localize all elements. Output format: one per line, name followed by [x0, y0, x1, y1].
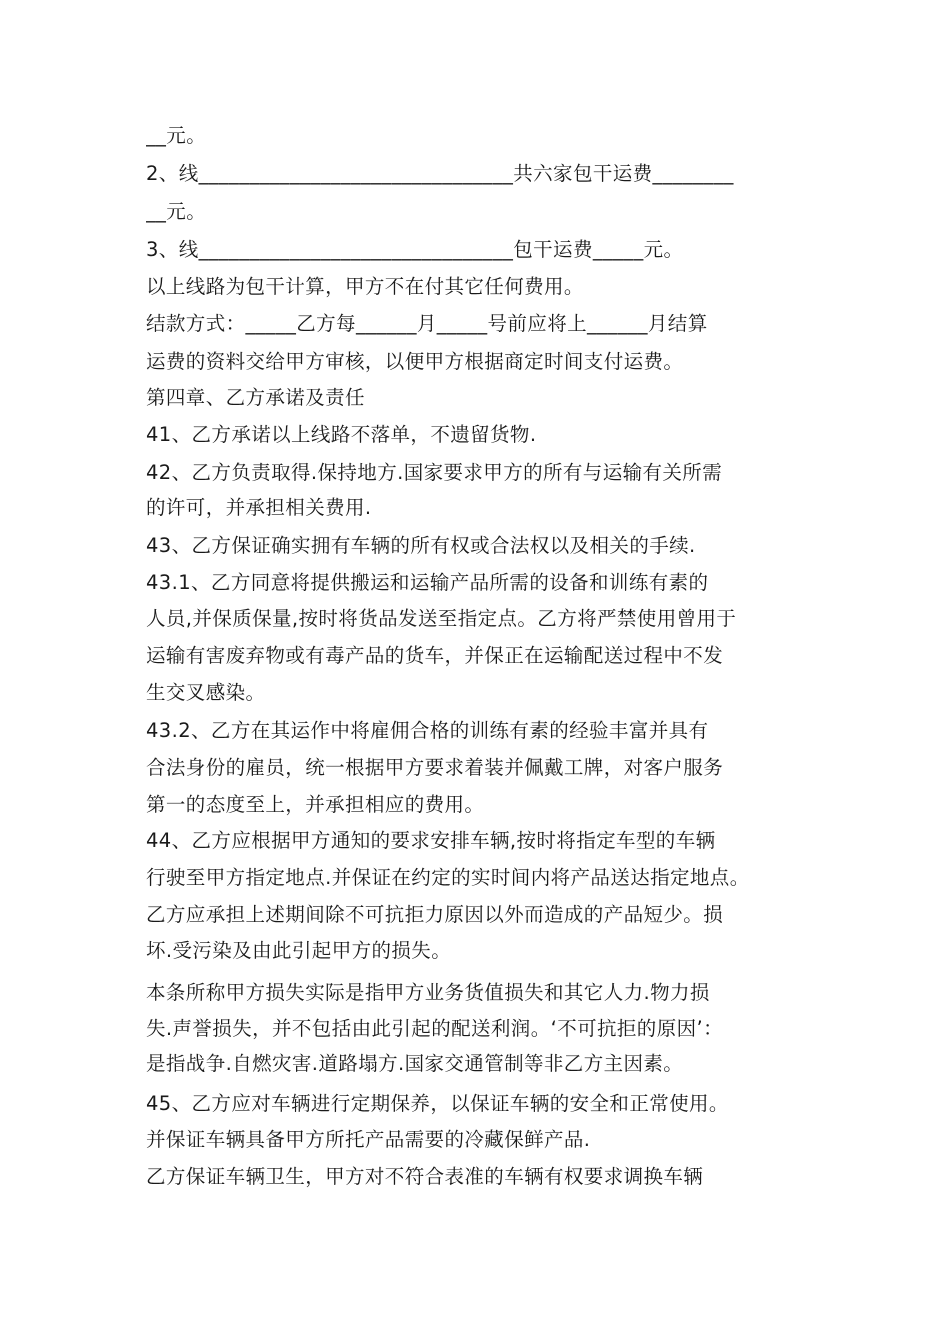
text-line: 运输有害废弃物或有毒产品的货车，并保正在运输配送过程中不发	[146, 644, 724, 667]
text-line: 43.1、乙方同意将提供搬运和运输产品所需的设备和训练有素的	[146, 571, 709, 594]
text-line: 乙方应承担上述期间除不可抗拒力原因以外而造成的产品短少。损	[146, 903, 724, 926]
text-line: __元。	[146, 200, 207, 223]
text-line: __元。	[146, 124, 207, 147]
text-line: 43、乙方保证确实拥有车辆的所有权或合法权以及相关的手续.	[146, 534, 696, 557]
text-line: 并保证车辆具备甲方所托产品需要的冷藏保鲜产品.	[146, 1128, 591, 1151]
text-line: 是指战争.自燃灾害.道路塌方.国家交通管制等非乙方主因素。	[146, 1052, 684, 1075]
text-line: 3、线_______________________________包干运费_____元。	[146, 238, 684, 261]
section-heading: 第四章、乙方承诺及责任	[146, 386, 365, 409]
text-line: 45、乙方应对车辆进行定期保养，以保证车辆的安全和正常使用。	[146, 1092, 729, 1115]
text-line: 失.声誉损失，并不包括由此引起的配送利润。‘不可抗拒的原因’：	[146, 1017, 723, 1040]
text-line: 坏.受污染及由此引起甲方的损失。	[146, 939, 452, 962]
text-line: 41、乙方承诺以上线路不落单，不遗留货物.	[146, 423, 537, 446]
text-line: 生交叉感染。	[146, 681, 266, 704]
text-line: 第一的态度至上，并承担相应的费用。	[146, 793, 485, 816]
text-line: 44、乙方应根据甲方通知的要求安排车辆,按时将指定车型的车辆	[146, 829, 716, 852]
text-line: 以上线路为包干计算，甲方不在付其它任何费用。	[146, 275, 584, 298]
text-line: 结款方式：_____乙方每______月_____号前应将上______月结算	[146, 312, 708, 335]
text-line: 43.2、乙方在其运作中将雇佣合格的训练有素的经验丰富并具有	[146, 719, 709, 742]
text-line: 的许可，并承担相关费用.	[146, 496, 372, 519]
text-line: 本条所称甲方损失实际是指甲方业务货值损失和其它人力.物力损	[146, 981, 710, 1004]
text-line: 2、线_______________________________共六家包干运费________	[146, 162, 734, 185]
text-line: 行驶至甲方指定地点.并保证在约定的实时间内将产品送达指定地点。	[146, 866, 750, 889]
text-line: 人员,并保质保量,按时将货品发送至指定点。乙方将严禁使用曾用于	[146, 607, 737, 630]
text-line: 42、乙方负责取得.保持地方.国家要求甲方的所有与运输有关所需	[146, 461, 723, 484]
text-line: 乙方保证车辆卫生，甲方对不符合表准的车辆有权要求调换车辆	[146, 1165, 704, 1188]
text-line: 合法身份的雇员，统一根据甲方要求着装并佩戴工牌，对客户服务	[146, 756, 724, 779]
text-line: 运费的资料交给甲方审核，以便甲方根据商定时间支付运费。	[146, 350, 684, 373]
